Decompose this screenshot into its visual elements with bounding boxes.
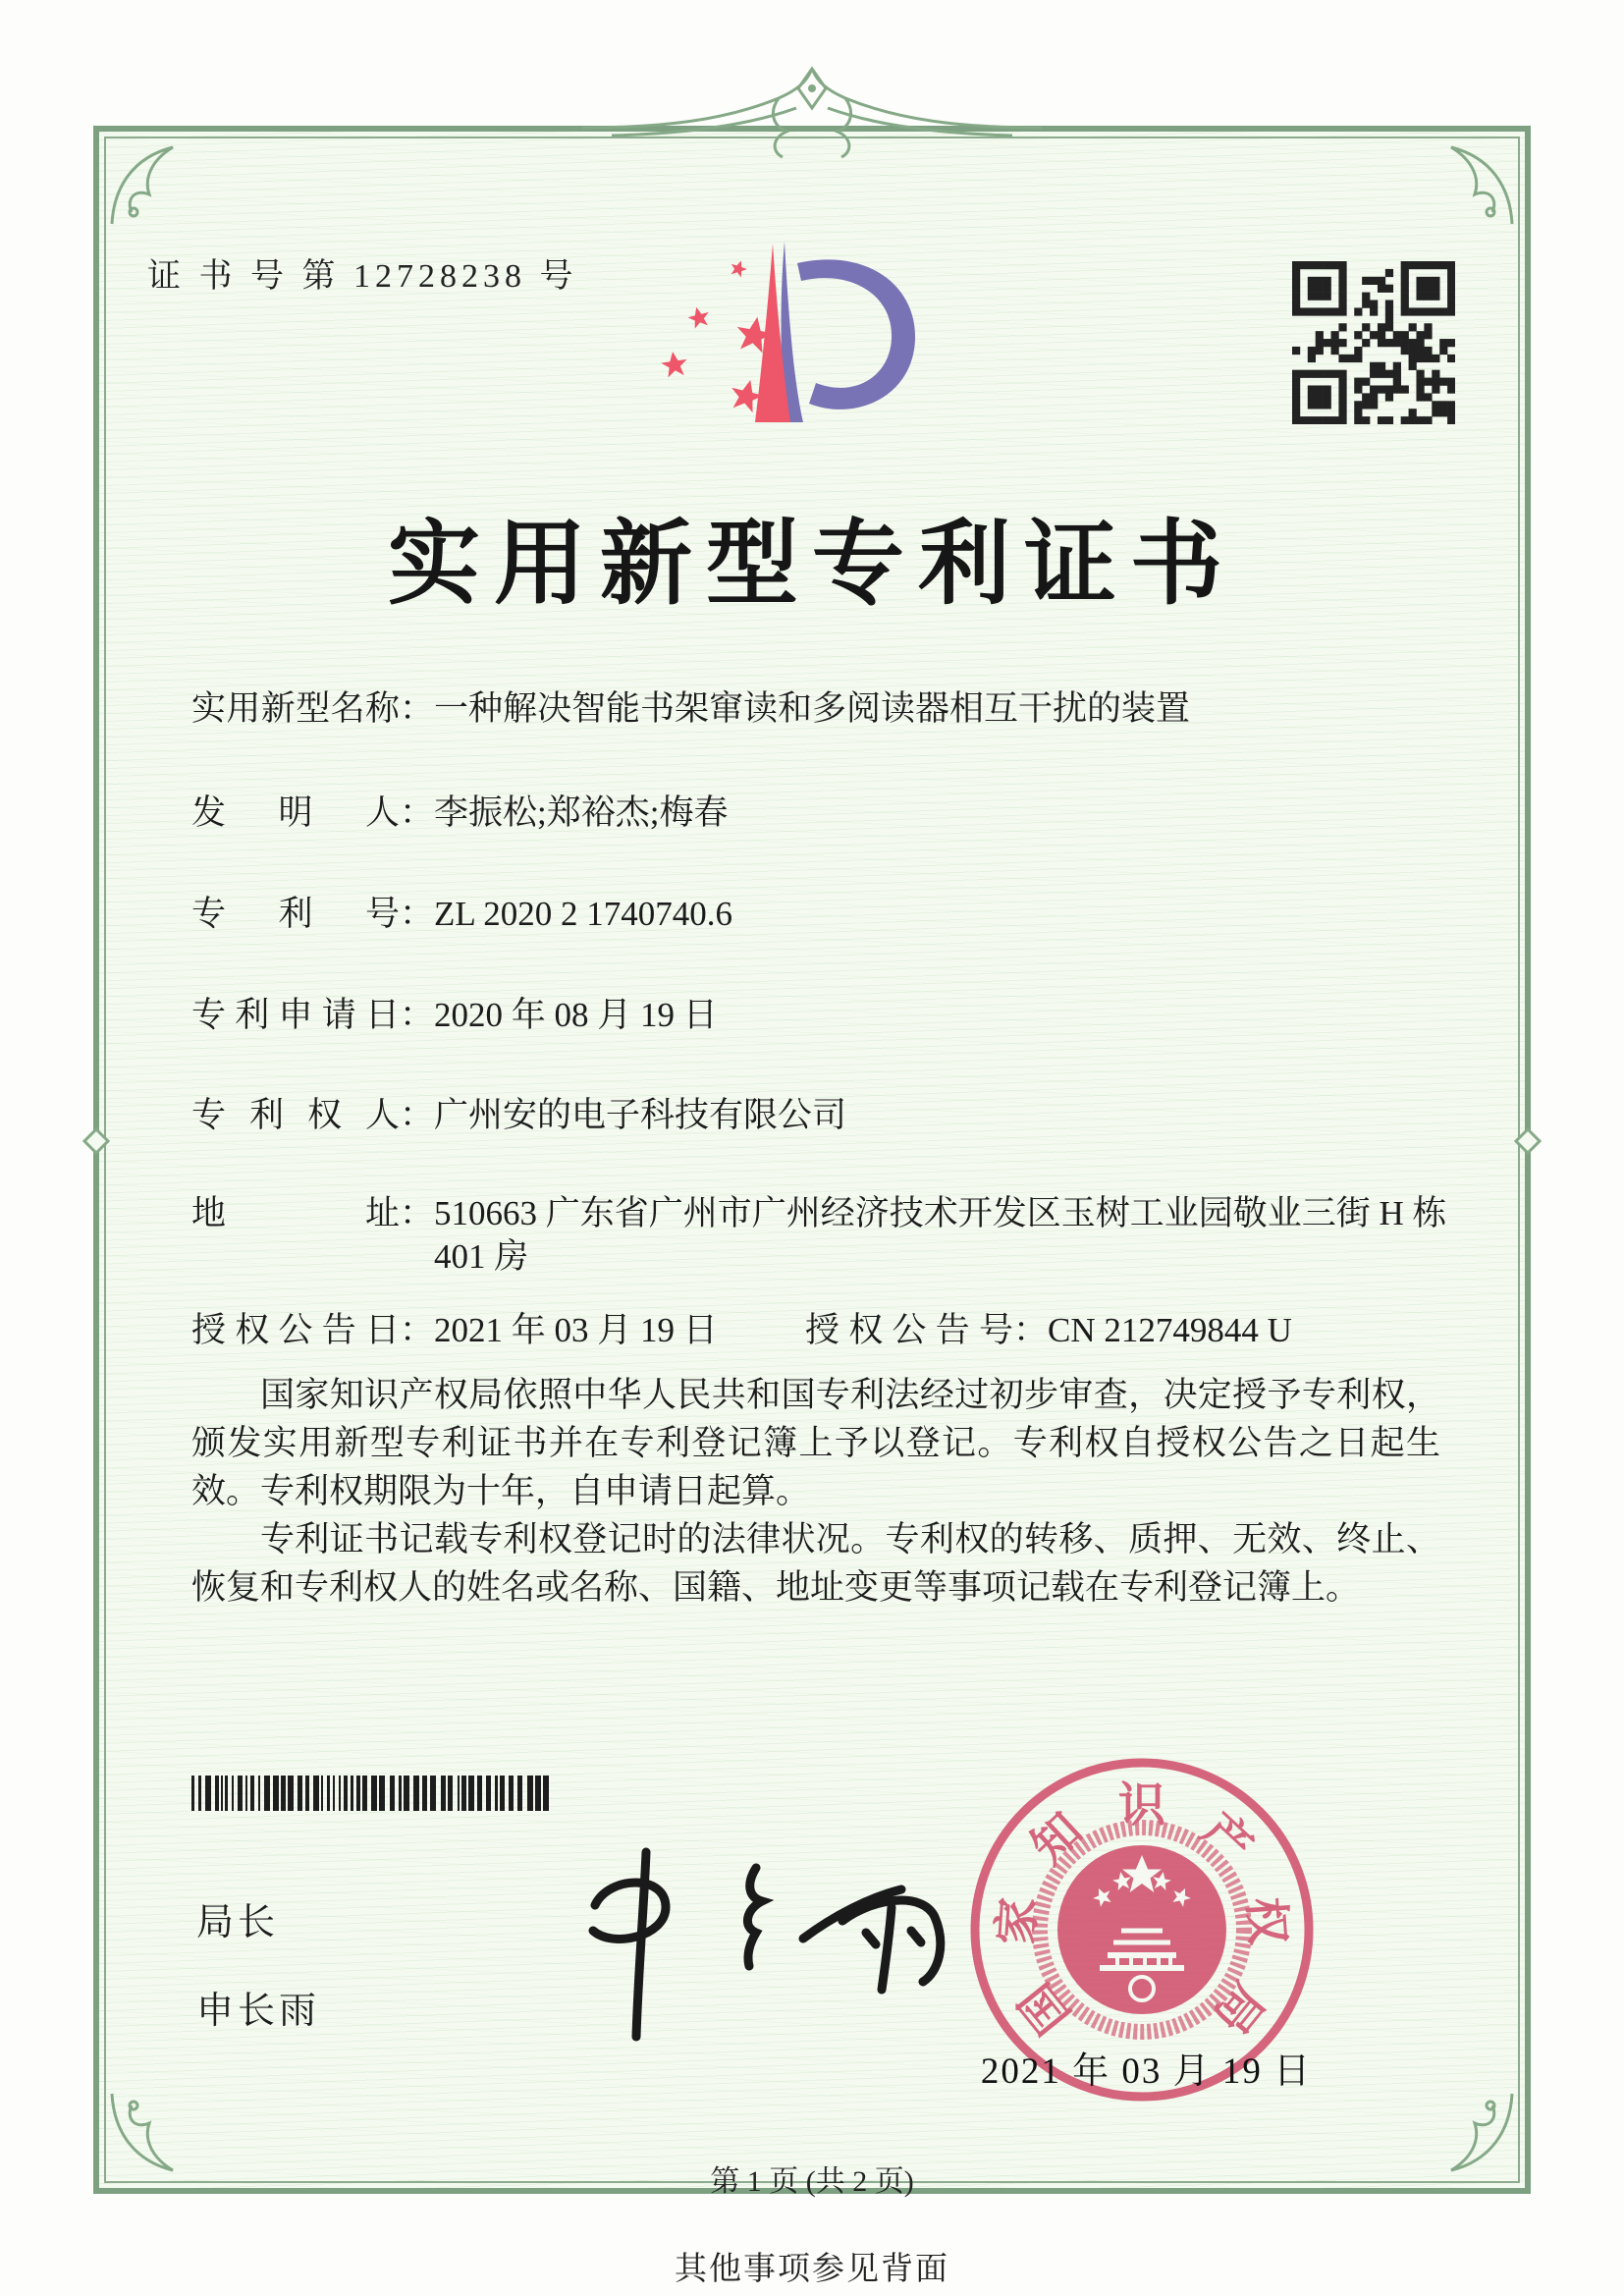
field-value: 广州安的电子科技有限公司 <box>434 1096 847 1134</box>
director-name: 申长雨 <box>196 1991 321 2032</box>
field-colon: ： <box>400 689 435 728</box>
seal-char: 权 <box>1238 1895 1294 1946</box>
field-colon: ： <box>400 1311 435 1349</box>
field-label: 授权公告日 <box>191 1311 400 1349</box>
field-colon: ： <box>400 793 435 832</box>
field-value: 510663 广东省广州市广州经济技术开发区玉树工业园敬业三街 H 栋 401 房 <box>434 1194 1447 1276</box>
right-edge-diamond-ornament <box>1514 1127 1542 1155</box>
back-side-note: 其他事项参见背面 <box>675 2252 949 2287</box>
field-row-grant <box>191 1309 1438 1352</box>
seal-char: 产 <box>1191 1803 1262 1875</box>
seal-char: 知 <box>1022 1803 1093 1875</box>
top-right-corner-ornament <box>1428 139 1518 230</box>
certificate-number: 证 书 号 第 12728238 号 <box>147 258 578 295</box>
field-row-patent-number <box>191 893 732 936</box>
field-colon: ： <box>400 895 435 933</box>
field-colon: ： <box>400 1096 435 1134</box>
director-title-label: 局长 <box>196 1902 280 1943</box>
seal-char: 国 <box>1009 1973 1081 2043</box>
field-label: 专利号 <box>191 895 400 933</box>
legal-paragraph-grant: 国家知识产权局依照中华人民共和国专利法经过初步审查，决定授予专利权，颁发实用新型专利证书并在专利登记簿上予以登记。专利权自授权公告之日起生效。专利权期限为十年，自申请日起算。 <box>191 1376 1440 1510</box>
field-label: 专利申请日 <box>191 996 400 1034</box>
top-left-corner-ornament <box>106 139 196 230</box>
field-value: 2020 年 08 月 19 日 <box>434 996 718 1034</box>
seal-date: 2021 年 03 月 19 日 <box>980 2051 1313 2092</box>
cnipa-logo <box>628 228 923 468</box>
field-label: 发明人 <box>191 793 400 832</box>
field-row-patentee <box>191 1094 846 1137</box>
qr-code <box>1292 261 1455 424</box>
field-colon: ： <box>1013 1311 1049 1349</box>
field-value: CN 212749844 U <box>1048 1311 1292 1349</box>
field-row-filing-date <box>191 994 718 1037</box>
seal-char: 局 <box>1203 1973 1274 2043</box>
barcode <box>191 1776 555 1811</box>
top-center-flourish-ornament <box>576 55 1048 165</box>
field-value: 2021 年 03 月 19 日 <box>434 1311 718 1349</box>
field-row-inventors <box>191 792 728 835</box>
seal-char: 家 <box>990 1895 1046 1946</box>
field-value: 一种解决智能书架窜读和多阅读器相互干扰的装置 <box>434 689 1191 728</box>
field-label: 地址 <box>191 1194 400 1232</box>
director-signature <box>412 1834 962 2055</box>
legal-paragraph-register: 专利证书记载专利权登记时的法律状况。专利权的转移、质押、无效、终止、恢复和专利权人的姓名或名称、国籍、地址变更等事项记载在专利登记簿上。 <box>191 1520 1440 1607</box>
field-group-grant-number <box>805 1309 1292 1352</box>
seal-char: 识 <box>1117 1779 1166 1831</box>
field-label: 授权公告号 <box>805 1311 1013 1349</box>
page-number: 第 1 页 (共 2 页) <box>710 2165 914 2198</box>
field-label: 专利权人 <box>191 1096 400 1134</box>
field-row-utility-model-name <box>191 687 1190 731</box>
field-colon: ： <box>400 996 435 1034</box>
legal-text-block <box>191 1371 1440 1612</box>
left-edge-diamond-ornament <box>82 1127 110 1155</box>
field-label: 实用新型名称 <box>191 689 400 728</box>
field-value: ZL 2020 2 1740740.6 <box>434 895 732 933</box>
field-colon: ： <box>400 1194 435 1232</box>
field-value: 李振松;郑裕杰;梅春 <box>434 793 729 832</box>
field-row-address <box>191 1192 1455 1279</box>
certificate-title: 实用新型专利证书 <box>387 514 1236 616</box>
